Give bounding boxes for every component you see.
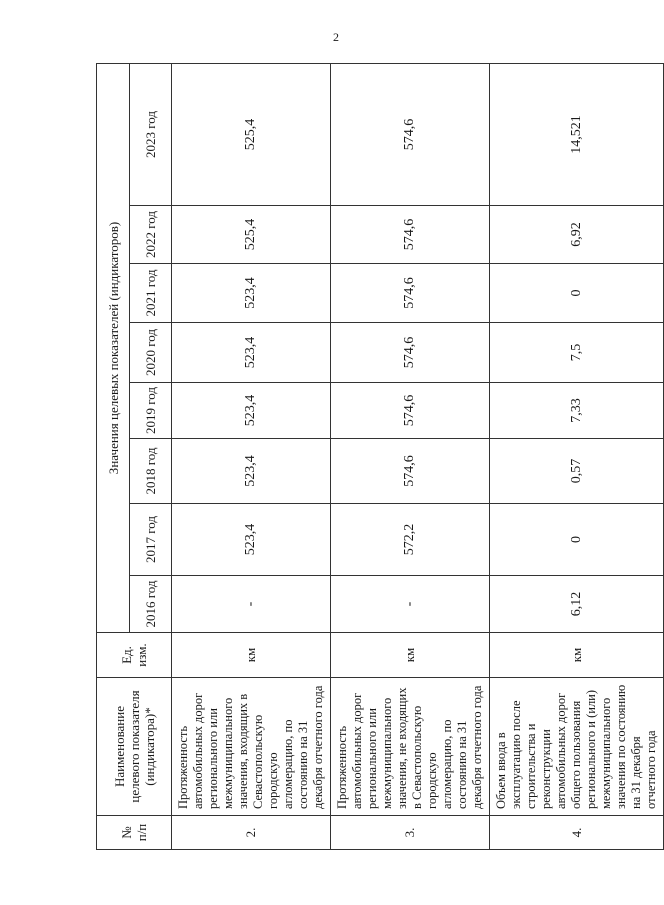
row-num: 4. <box>490 816 664 850</box>
row-value: 574,6 <box>331 264 490 323</box>
table-row <box>490 63 664 849</box>
row-value: 574,6 <box>331 63 490 205</box>
row-value: - <box>331 576 490 633</box>
header-year-2016: 2016 год <box>130 576 172 633</box>
row-value: 572,2 <box>331 504 490 576</box>
header-year-2019: 2019 год <box>130 383 172 439</box>
header-unit: Ед. изм. <box>97 633 172 678</box>
row-value: 0 <box>490 504 664 576</box>
header-num: № п/п <box>97 816 172 850</box>
row-value: 525,4 <box>172 206 331 264</box>
row-value: 574,6 <box>331 323 490 383</box>
row-name: Объем ввода в эксплуатацию после строительства и реконструкции автомобильных дорог общего пользования регионального и (или) межмуниципального значения по состоянию на 31 декабря отчетного года <box>490 678 664 816</box>
row-value: 523,4 <box>172 264 331 323</box>
row-value: 523,4 <box>172 383 331 439</box>
row-value: 7,5 <box>490 323 664 383</box>
row-unit: км <box>172 633 331 678</box>
row-value: 525,4 <box>172 63 331 205</box>
rotated-table-wrapper <box>96 64 658 850</box>
header-year-2021: 2021 год <box>130 264 172 323</box>
header-year-2017: 2017 год <box>130 504 172 576</box>
header-year-2022: 2022 год <box>130 206 172 264</box>
row-unit: км <box>331 633 490 678</box>
row-value: 574,6 <box>331 439 490 504</box>
row-num: 2. <box>172 816 331 850</box>
row-num: 3. <box>331 816 490 850</box>
header-year-2023: 2023 год <box>130 63 172 205</box>
table-row <box>331 63 490 849</box>
row-value: - <box>172 576 331 633</box>
row-value: 523,4 <box>172 439 331 504</box>
row-value: 7,33 <box>490 383 664 439</box>
row-value: 523,4 <box>172 504 331 576</box>
header-year-2020: 2020 год <box>130 323 172 383</box>
row-value: 14,521 <box>490 63 664 205</box>
row-unit: км <box>490 633 664 678</box>
row-value: 6,92 <box>490 206 664 264</box>
header-name: Наименование целевого показателя (индикатора)* <box>97 678 172 816</box>
header-values-group: Значения целевых показателей (индикаторов) <box>97 63 130 632</box>
row-name: Протяженность автомобильных дорог регионального или межмуниципального значения, входящих в Севастопольскую городскую агломерацию, по состоянию на 31 декабря отчетного года <box>172 678 331 816</box>
row-value: 574,6 <box>331 206 490 264</box>
row-value: 6,12 <box>490 576 664 633</box>
row-value: 523,4 <box>172 323 331 383</box>
indicators-table <box>96 63 664 850</box>
rotated-table-inner <box>96 64 658 850</box>
header-year-2018: 2018 год <box>130 439 172 504</box>
page-number: 2 <box>333 30 339 44</box>
table-row <box>172 63 331 849</box>
row-name: Протяженность автомобильных дорог регионального или межмуниципального значения, не входящих в Севастопольскую городскую агломерацию, по состоянию на 31 декабря отчетного года <box>331 678 490 816</box>
row-value: 0,57 <box>490 439 664 504</box>
row-value: 574,6 <box>331 383 490 439</box>
row-value: 0 <box>490 264 664 323</box>
